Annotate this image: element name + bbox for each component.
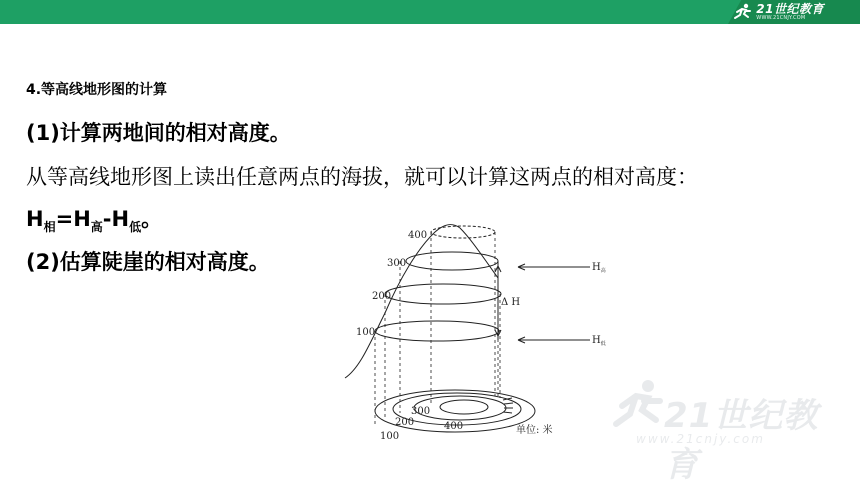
section-title: 4.等高线地形图的计算 bbox=[26, 82, 168, 98]
logo-name: 21世纪教育 bbox=[756, 2, 824, 16]
map-label-100: 100 bbox=[380, 431, 400, 442]
formula-h: H bbox=[26, 207, 44, 231]
formula-minus: -H bbox=[102, 207, 130, 231]
map-contour-400 bbox=[440, 400, 488, 414]
formula-sub-high: 高 bbox=[90, 220, 103, 235]
formula-sub-low: 低 bbox=[129, 220, 142, 235]
unit-label: 单位: 米 bbox=[516, 425, 553, 436]
watermark-text: 21世纪教育 bbox=[664, 396, 819, 485]
formula-sub-relative: 相 bbox=[43, 220, 56, 235]
watermark bbox=[606, 370, 846, 485]
side-label-300: 300 bbox=[387, 258, 407, 269]
contour-200-side bbox=[385, 284, 501, 304]
map-label-300: 300 bbox=[411, 406, 431, 417]
formula-eq: =H bbox=[55, 207, 91, 231]
side-label-400: 400 bbox=[408, 230, 428, 241]
item-relative-height: (1)计算两地间的相对高度。 bbox=[26, 121, 291, 145]
cliff-diagram bbox=[340, 218, 640, 448]
h-low-label: $H_低$ bbox=[592, 335, 606, 347]
delta-h-label: Δ H bbox=[501, 297, 521, 308]
hill-profile bbox=[345, 225, 498, 378]
contour-300-side bbox=[406, 252, 498, 270]
formula bbox=[26, 203, 162, 235]
side-label-100: 100 bbox=[356, 327, 376, 338]
contour-100-side bbox=[375, 321, 499, 341]
side-label-200: 200 bbox=[372, 291, 392, 302]
logo bbox=[733, 2, 824, 22]
formula-end: 。 bbox=[141, 207, 163, 231]
top-banner bbox=[0, 0, 860, 24]
h-high-label: $H_高$ bbox=[592, 262, 606, 274]
contour-400-side bbox=[431, 226, 495, 238]
explanation-paragraph: 从等高线地形图上读出任意两点的海拔，就可以计算这两点的相对高度： bbox=[26, 165, 698, 189]
watermark-runner-icon bbox=[610, 374, 670, 434]
item-cliff-height: (2)估算陡崖的相对高度。 bbox=[26, 250, 270, 274]
map-label-400: 400 bbox=[444, 421, 464, 432]
watermark-url: www.21cnjy.com bbox=[636, 432, 765, 446]
logo-url: WWW.21CNJY.COM bbox=[756, 15, 806, 21]
runner-icon bbox=[733, 3, 753, 21]
map-label-200: 200 bbox=[395, 417, 415, 428]
